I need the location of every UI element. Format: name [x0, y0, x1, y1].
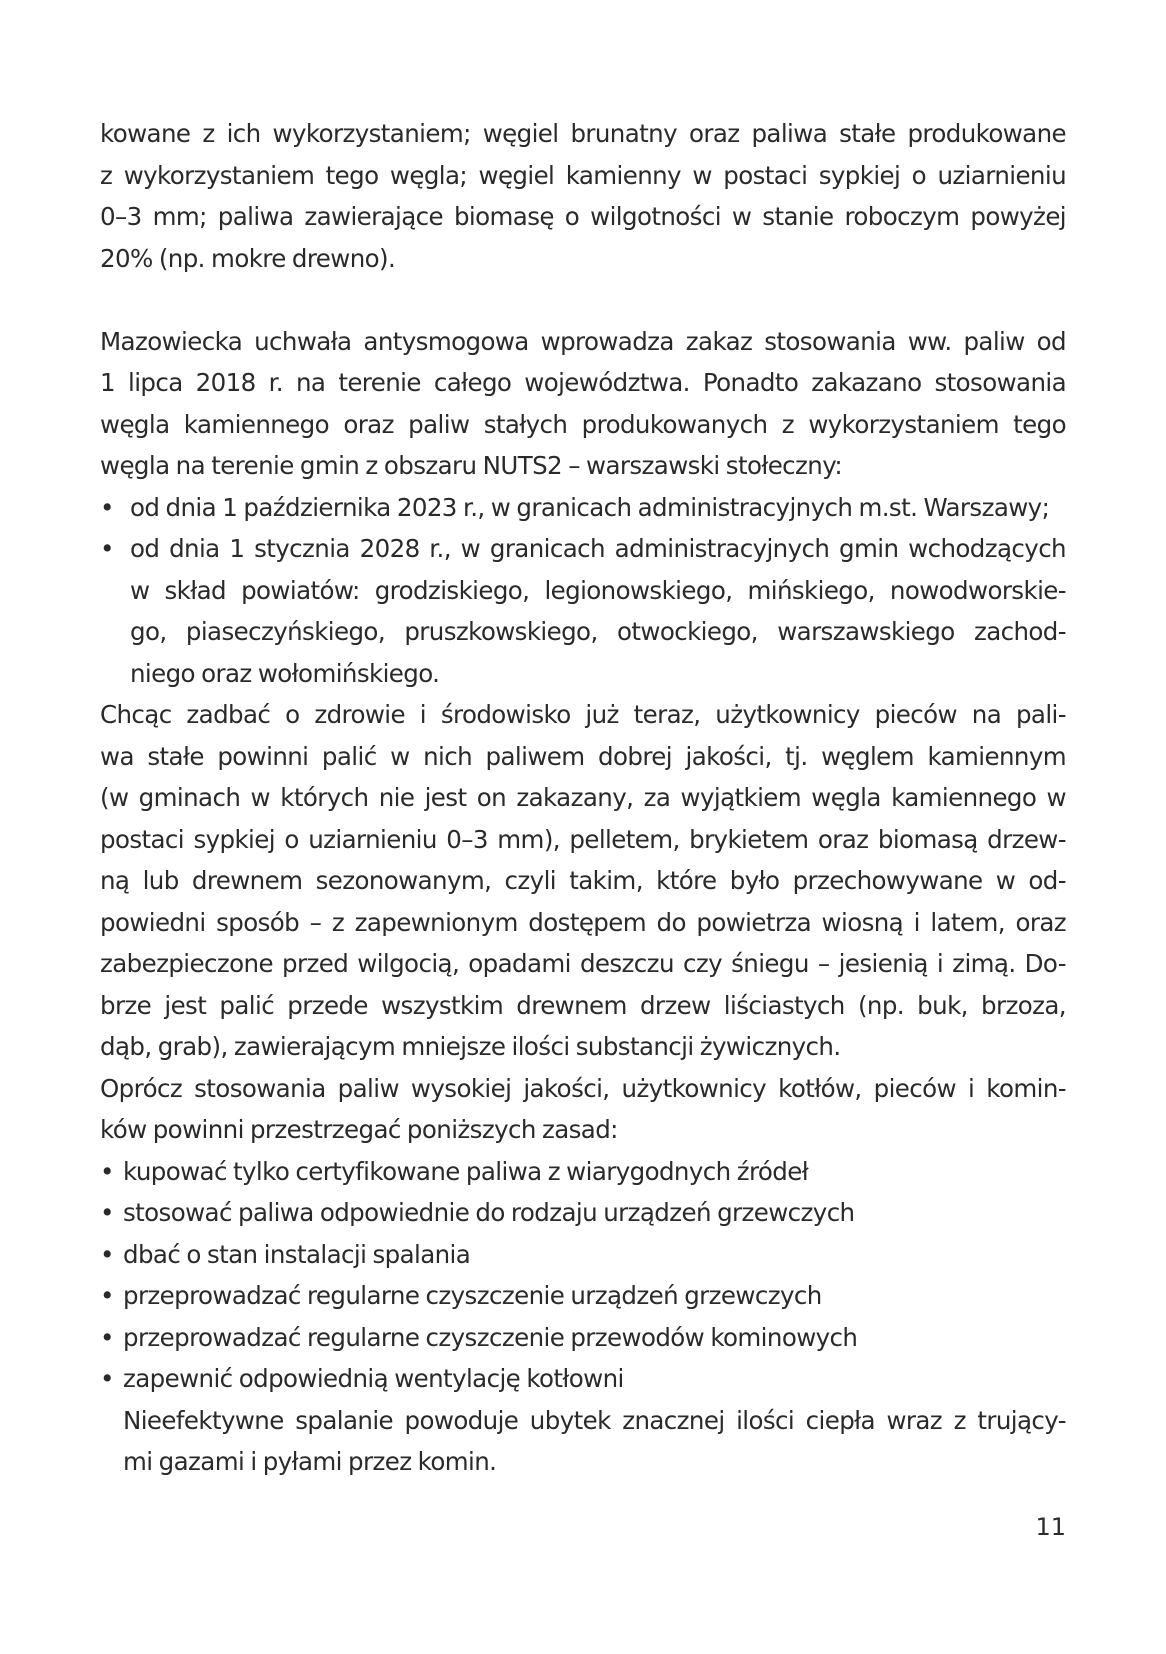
- list-item: [100, 528, 1066, 694]
- text-line: z wykorzystaniem tego węgla; węgiel kamienny w postaci sypkiej o uziarnieniu: [100, 160, 1066, 190]
- list-item: [100, 1275, 1066, 1317]
- page-body: [100, 113, 1066, 1483]
- list-item-line: [100, 487, 1066, 529]
- text-line: Nieefektywne spalanie powoduje ubytek znacznej ilości ciepła wraz z trujący-: [123, 1405, 1066, 1435]
- paragraph-rules-intro: [100, 1068, 1066, 1151]
- bullet-icon: •: [100, 1156, 114, 1186]
- paragraph-good-fuel: [100, 694, 1066, 1068]
- page-number: 11: [1035, 1513, 1066, 1541]
- text-line: Chcąc zadbać o zdrowie i środowisko już teraz, użytkownicy pieców na pali-: [100, 700, 1066, 729]
- list-item-text: dbać o stan instalacji spalania: [123, 1239, 471, 1269]
- text-line: ków powinni przestrzegać poniższych zasad:: [100, 1115, 618, 1144]
- text-line: (w gminach w których nie jest on zakazany, za wyjątkiem węgla kamiennego w: [100, 783, 1066, 812]
- bullet-icon: •: [100, 534, 114, 563]
- text-line: węgla na terenie gmin z obszaru NUTS2 – warszawski stołeczny:: [100, 451, 843, 480]
- text-line: powiedni sposób – z zapewnionym dostępem do powietrza wiosną i latem, oraz: [100, 907, 1066, 937]
- list-item-text: kupować tylko certyfikowane paliwa z wiarygodnych źródeł: [123, 1156, 809, 1186]
- text-line: kowane z ich wykorzystaniem; węgiel brunatny oraz paliwa stałe produkowane: [100, 119, 1066, 148]
- bullet-icon: •: [100, 1364, 114, 1393]
- list-item-line: w skład powiatów: grodziskiego, legionowskiego, mińskiego, nowodworskie-: [130, 575, 1066, 605]
- closing-note: [100, 1400, 1066, 1483]
- text-line: mi gazami i pyłami przez komin.: [123, 1447, 497, 1476]
- list-item-line: go, piaseczyńskiego, pruszkowskiego, otwockiego, warszawskiego zachod-: [130, 617, 1066, 646]
- text-line: węgla kamiennego oraz paliw stałych produkowanych z wykorzystaniem tego: [100, 409, 1066, 439]
- list-item: [100, 1358, 1066, 1400]
- paragraph-fuel-types: [100, 113, 1066, 279]
- list-item: [100, 1234, 1066, 1276]
- text-line: Mazowiecka uchwała antysmogowa wprowadza zakaz stosowania ww. paliw od: [100, 326, 1066, 356]
- list-item-text: przeprowadzać regularne czyszczenie przewodów kominowych: [123, 1322, 858, 1352]
- list-item-text: stosować paliwa odpowiednie do rodzaju urządzeń grzewczych: [123, 1198, 855, 1227]
- list-item-text: zapewnić odpowiednią wentylację kotłowni: [123, 1364, 624, 1393]
- list-item: [100, 1317, 1066, 1359]
- text-line: wa stałe powinni palić w nich paliwem dobrej jakości, tj. węglem kamiennym: [100, 741, 1066, 771]
- text-line: Oprócz stosowania paliw wysokiej jakości, użytkownicy kotłów, pieców i komin-: [100, 1073, 1066, 1103]
- bullet-icon: •: [100, 1198, 114, 1227]
- text-line: 1 lipca 2018 r. na terenie całego województwa. Ponadto zakazano stosowania: [100, 368, 1066, 397]
- rules-list: [100, 1151, 1066, 1400]
- bullet-icon: •: [100, 492, 114, 522]
- list-item-line: niego oraz wołomińskiego.: [130, 658, 440, 688]
- text-line: postaci sypkiej o uziarnieniu 0–3 mm), pelletem, brykietem oraz biomasą drzew-: [100, 824, 1066, 854]
- bullet-icon: •: [100, 1281, 114, 1310]
- text-line: 20% (np. mokre drewno).: [100, 243, 396, 273]
- paragraph-spacer: [100, 279, 1066, 321]
- text-line: ną lub drewnem sezonowanym, czyli takim, które było przechowywane w od-: [100, 866, 1066, 895]
- list-item-text: od dnia 1 października 2023 r., w granicach administracyjnych m.st. Warszawy;: [130, 492, 1050, 522]
- list-item-text: od dnia 1 stycznia 2028 r., w granicach administracyjnych gmin wchodzących: [130, 534, 1066, 563]
- list-item-line: [100, 528, 1066, 570]
- bullet-icon: •: [100, 1239, 114, 1269]
- text-line: dąb, grab), zawierającym mniejsze ilości substancji żywicznych.: [100, 1032, 841, 1061]
- text-line: zabezpieczone przed wilgocią, opadami deszczu czy śniegu – jesienią i zimą. Do-: [100, 949, 1066, 978]
- bullet-icon: •: [100, 1322, 114, 1352]
- paragraph-mazovian-resolution: [100, 321, 1066, 487]
- deadline-list: [100, 487, 1066, 695]
- list-item: [100, 487, 1066, 529]
- list-item: [100, 1151, 1066, 1193]
- text-line: brze jest palić przede wszystkim drewnem drzew liściastych (np. buk, brzoza,: [100, 990, 1066, 1020]
- list-item: [100, 1192, 1066, 1234]
- text-line: 0–3 mm; paliwa zawierające biomasę o wilgotności w stanie roboczym powyżej: [100, 202, 1066, 231]
- list-item-text: przeprowadzać regularne czyszczenie urządzeń grzewczych: [123, 1281, 822, 1310]
